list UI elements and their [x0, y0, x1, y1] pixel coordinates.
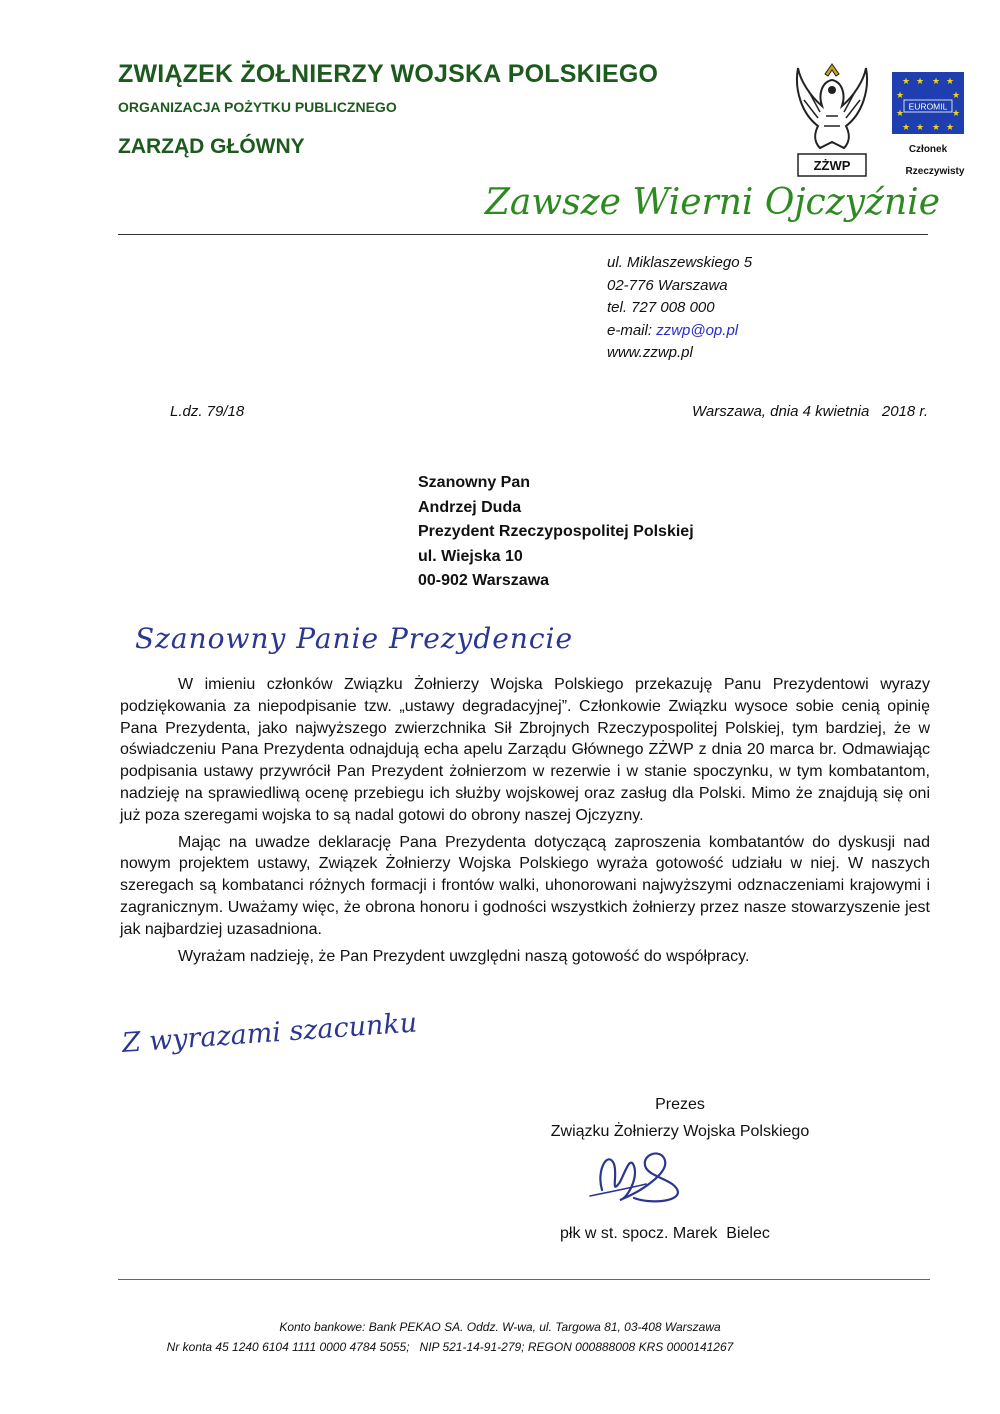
- svg-text:★: ★: [931, 77, 941, 87]
- footer-registration-info: Nr konta 45 1240 6104 1111 0000 4784 5055; NIP 521-14-91-279; REGON 000888008 KRS 0000141267: [166, 1340, 734, 1354]
- euromil-member-status: Rzeczywisty: [905, 166, 965, 177]
- letter-body: [120, 674, 930, 967]
- zzwp-logo-text: ZŻWP: [813, 158, 851, 173]
- sender-address: [607, 252, 752, 365]
- recipient-street: ul. Wiejska 10: [418, 547, 523, 565]
- organization-name: ZWIĄZEK ŻOŁNIERZY WOJSKA POLSKIEGO: [118, 60, 659, 88]
- svg-text:★: ★: [895, 91, 905, 101]
- organization-subtitle: ORGANIZACJA POŻYTKU PUBLICZNEGO: [118, 99, 397, 115]
- svg-text:★: ★: [901, 77, 911, 87]
- signatory-organization: Związku Żołnierzy Wojska Polskiego: [550, 1123, 810, 1140]
- handwritten-salutation: Szanowny Panie Prezydencie: [135, 622, 574, 655]
- recipient-city: 00-902 Warszawa: [418, 572, 550, 589]
- recipient-title: Prezydent Rzeczypospolitej Polskiej: [418, 523, 694, 540]
- header-divider: [118, 234, 928, 235]
- svg-text:★: ★: [945, 123, 955, 133]
- svg-text:★: ★: [951, 91, 961, 101]
- svg-text:★: ★: [901, 123, 911, 133]
- address-street: ul. Miklaszewskiego 5: [607, 254, 753, 271]
- signatory-title: Prezes: [655, 1096, 705, 1113]
- zzwp-eagle-logo: [792, 60, 872, 180]
- recipient-name: Andrzej Duda: [418, 498, 522, 516]
- svg-text:★: ★: [895, 109, 905, 119]
- address-email-row: [607, 320, 752, 343]
- recipient-greeting: Szanowny Pan: [418, 474, 531, 491]
- website-link[interactable]: www.zzwp.pl: [607, 344, 693, 361]
- motto: Zawsze Wierni Ojczyźnie: [484, 182, 940, 223]
- svg-text:★: ★: [945, 77, 955, 87]
- euromil-text: EUROMIL: [908, 101, 948, 112]
- reference-number: L.dz. 79/18: [170, 403, 245, 420]
- svg-text:★: ★: [931, 123, 941, 133]
- svg-text:★: ★: [915, 77, 925, 87]
- signatory-name: płk w st. spocz. Marek Bielec: [560, 1225, 770, 1242]
- handwritten-signature: [580, 1140, 690, 1210]
- paragraph: Mając na uwadze deklarację Pana Prezydenta dotyczącą zaproszenia kombatantów do dyskusji nad nowym projektem ustawy, Związek Żołnierzy Wojska Polskiego wyraża gotowość udziału w niej. W naszych szeregach są kombatanci różnych formacji i frontów walki, uhonorowani najwyższymi odznaczeniami krajowymi i zagranicznym. Uważamy więc, że obrona honoru i godności wszystkich żołnierzy przez nasze stowarzyszenie jest jak najbardziej uzasadniona.: [120, 833, 930, 938]
- svg-text:★: ★: [951, 109, 961, 119]
- svg-text:★: ★: [915, 123, 925, 133]
- letter-date: Warszawa, dnia 4 kwietnia 2018 r.: [692, 403, 928, 420]
- euromil-member-label: Członek: [908, 144, 948, 155]
- signatory-block: [470, 1091, 890, 1145]
- footer-divider: [118, 1279, 930, 1280]
- email-link[interactable]: zzwp@op.pl: [656, 321, 739, 339]
- email-label: e-mail:: [607, 321, 657, 339]
- recipient-block: [418, 471, 694, 594]
- euromil-logo: [892, 72, 964, 134]
- handwritten-closing: Z wyrazami szacunku: [120, 1007, 419, 1059]
- address-city: 02-776 Warszawa: [607, 276, 728, 294]
- paragraph: Wyrażam nadzieję, że Pan Prezydent uwzględni naszą gotowość do współpracy.: [178, 947, 750, 965]
- footer-bank-info: Konto bankowe: Bank PEKAO SA. Oddz. W-wa, ul. Targowa 81, 03-408 Warszawa: [279, 1320, 721, 1334]
- address-phone: tel. 727 008 000: [607, 299, 715, 316]
- paragraph: W imieniu członków Związku Żołnierzy Wojska Polskiego przekazuję Panu Prezydentowi wyrazy podziękowania za niepodpisanie tzw. „ustawy degradacyjnej”. Członkowie Związku wysoce sobie cenią opinię Pana Prezydenta, jako najwyższego zwierzchnika Sił Zbrojnych Rzeczypospolitej Polskiej, tym bardziej, że w oświadczeniu Pana Prezydenta odnajdują echa apelu Zarządu Głównego ZŻWP z dnia 20 marca br. Odmawiając podpisania ustawy przywrócił Pan Prezydent żołnierzom w rezerwie i w stanie spoczynku, w tym kombatantom, nadzieję na sprawiedliwą ocenę przebiegu ich służby wojskowej oraz zasług dla Polski. Mimo że znajdują się oni już poza szeregami wojska to są nadal gotowi do obrony naszej Ojczyzny.: [120, 676, 930, 824]
- board-name: ZARZĄD GŁÓWNY: [118, 135, 305, 158]
